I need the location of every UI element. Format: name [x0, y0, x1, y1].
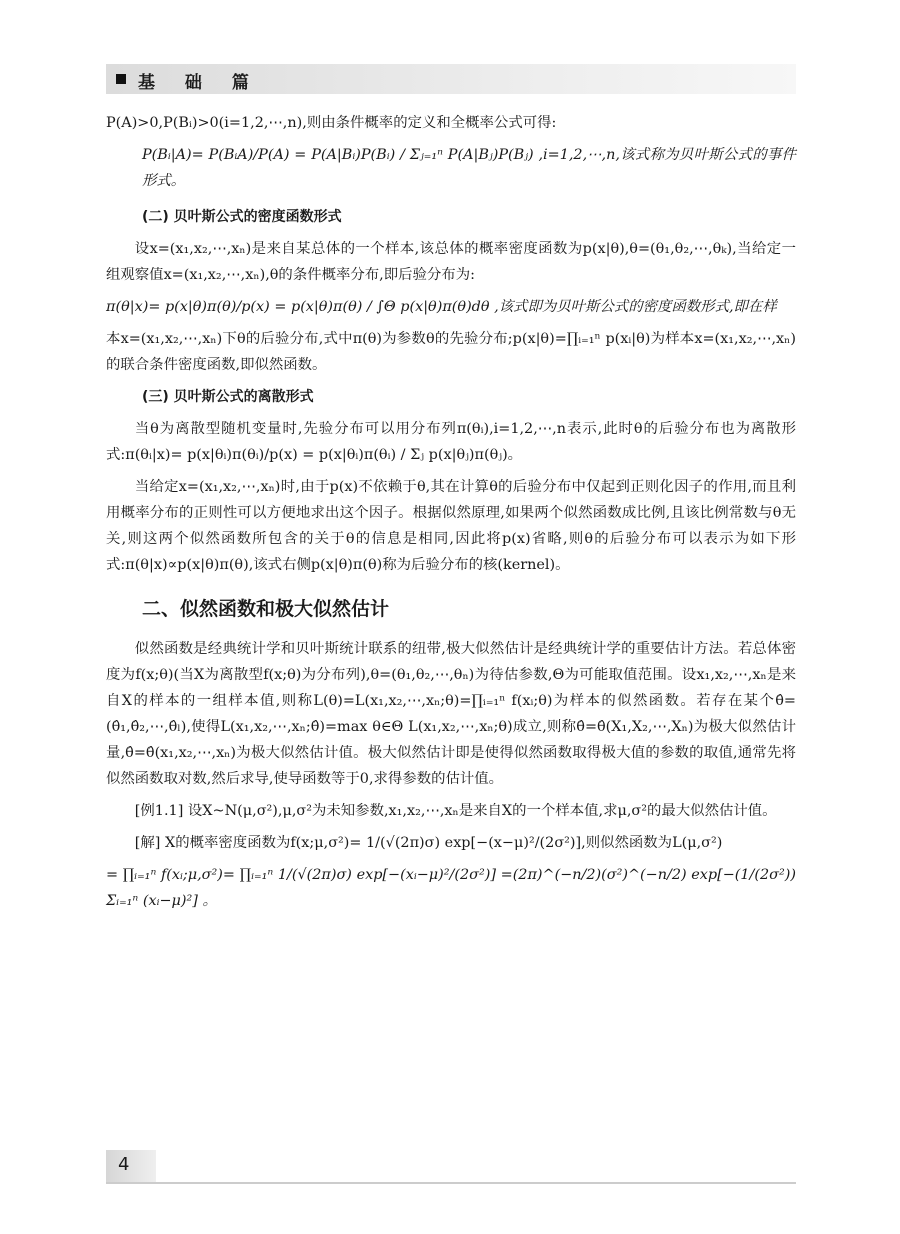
page-body: [106, 110, 796, 920]
equation-density-form: π(θ|x)= p(x|θ)π(θ)/p(x) = p(x|θ)π(θ) / ∫Θ p(x|θ)π(θ)dθ ,该式即为贝叶斯公式的密度函数形式,即在样: [106, 299, 777, 315]
header-square-icon: [116, 74, 126, 84]
example-1-1: [例1.1] 设X~N(μ,σ²),μ,σ²为未知参数,x₁,x₂,⋯,xₙ是来自X的一个样本值,求μ,σ²的最大似然估计值。: [134, 803, 777, 819]
equation-event-form: P(Bᵢ|A)= P(BᵢA)/P(A) = P(A|Bᵢ)P(Bᵢ) / Σⱼ₌₁ⁿ P(A|Bⱼ)P(Bⱼ) ,i=1,2,⋯,n,该式称为贝叶斯公式的事件形式。: [142, 147, 796, 189]
paragraph-3: 本x=(x₁,x₂,⋯,xₙ)下θ的后验分布,式中π(θ)为参数θ的先验分布;p(x|θ)=∏ᵢ₌₁ⁿ p(xᵢ|θ)为样本x=(x₁,x₂,⋯,xₙ)的联合条件密度函数,即似然函数。: [106, 331, 796, 373]
paragraph-2: 设x=(x₁,x₂,⋯,xₙ)是来自某总体的一个样本,该总体的概率密度函数为p(x|θ),θ=(θ₁,θ₂,⋯,θₖ),当给定一组观察值x=(x₁,x₂,⋯,xₙ),θ的条件概率分布,即后验分布为:: [106, 241, 796, 283]
equation-likelihood: = ∏ᵢ₌₁ⁿ f(xᵢ;μ,σ²)= ∏ᵢ₌₁ⁿ 1/(√(2π)σ) exp[−(xᵢ−μ)²/(2σ²)] =(2π)^(−n/2)(σ²)^(−n/2) exp[−(1/(2σ²)) Σᵢ₌₁ⁿ (xᵢ−μ)²] 。: [106, 867, 796, 909]
header-title: 基 础 篇: [138, 73, 261, 93]
paragraph-1: P(A)>0,P(Bᵢ)>0(i=1,2,⋯,n),则由条件概率的定义和全概率公式可得:: [106, 115, 557, 131]
paragraph-4: 当θ为离散型随机变量时,先验分布可以用分布列π(θᵢ),i=1,2,⋯,n表示,此时θ的后验分布也为离散形式:π(θᵢ|x)= p(x|θᵢ)π(θᵢ)/p(x) = p(x|θᵢ)π(θᵢ) / Σⱼ p(x|θⱼ)π(θⱼ)。: [106, 421, 796, 463]
subheading-discrete-form: (三) 贝叶斯公式的离散形式: [142, 389, 314, 405]
page-number: 4: [118, 1154, 130, 1175]
running-header: [106, 64, 796, 94]
page-number-box: [106, 1150, 156, 1182]
solution-text: [解] X的概率密度函数为f(x;μ,σ²)= 1/(√(2π)σ) exp[−(x−μ)²/(2σ²)],则似然函数为L(μ,σ²): [134, 835, 723, 851]
footer-rule: [106, 1182, 796, 1184]
paragraph-5: 当给定x=(x₁,x₂,⋯,xₙ)时,由于p(x)不依赖于θ,其在计算θ的后验分布中仅起到正则化因子的作用,而且利用概率分布的正则性可以方便地求出这个因子。根据似然原理,如果两个似然函数成比例,且该比例常数与θ无关,则这两个似然函数所包含的关于θ的信息是相同,因此将p(x)省略,则θ的后验分布可以表示为如下形式:π(θ|x)∝p(x|θ)π(θ),该式右侧p(x|θ)π(θ)称为后验分布的核(kernel)。: [106, 479, 796, 573]
section-heading-likelihood: 二、似然函数和极大似然估计: [142, 598, 390, 620]
subheading-density-form: (二) 贝叶斯公式的密度函数形式: [142, 209, 342, 225]
paragraph-6: 似然函数是经典统计学和贝叶斯统计联系的纽带,极大似然估计是经典统计学的重要估计方法。若总体密度为f(x;θ)(当X为离散型f(x;θ)为分布列),θ=(θ₁,θ₂,⋯,θₙ)为待估参数,Θ为可能取值范围。设x₁,x₂,⋯,xₙ是来自X的样本的一组样本值,则称L(θ)=L(x₁,x₂,⋯,xₙ;θ)=∏ᵢ₌₁ⁿ f(xᵢ;θ)为样本的似然函数。若存在某个θ̂=(θ̂₁,θ̂₂,⋯,θ̂ₗ),使得L(x₁,x₂,⋯,xₙ;θ̂)=max θ∈Θ L(x₁,x₂,⋯,xₙ;θ)成立,则称θ̂=θ̂(X₁,X₂,⋯,Xₙ)为极大似然估计量,θ̂=θ̂(x₁,x₂,⋯,xₙ)为极大似然估计值。极大似然估计即是使得似然函数取得极大值的参数的取值,通常先将似然函数取对数,然后求导,使导函数等于0,求得参数的估计值。: [106, 641, 796, 787]
